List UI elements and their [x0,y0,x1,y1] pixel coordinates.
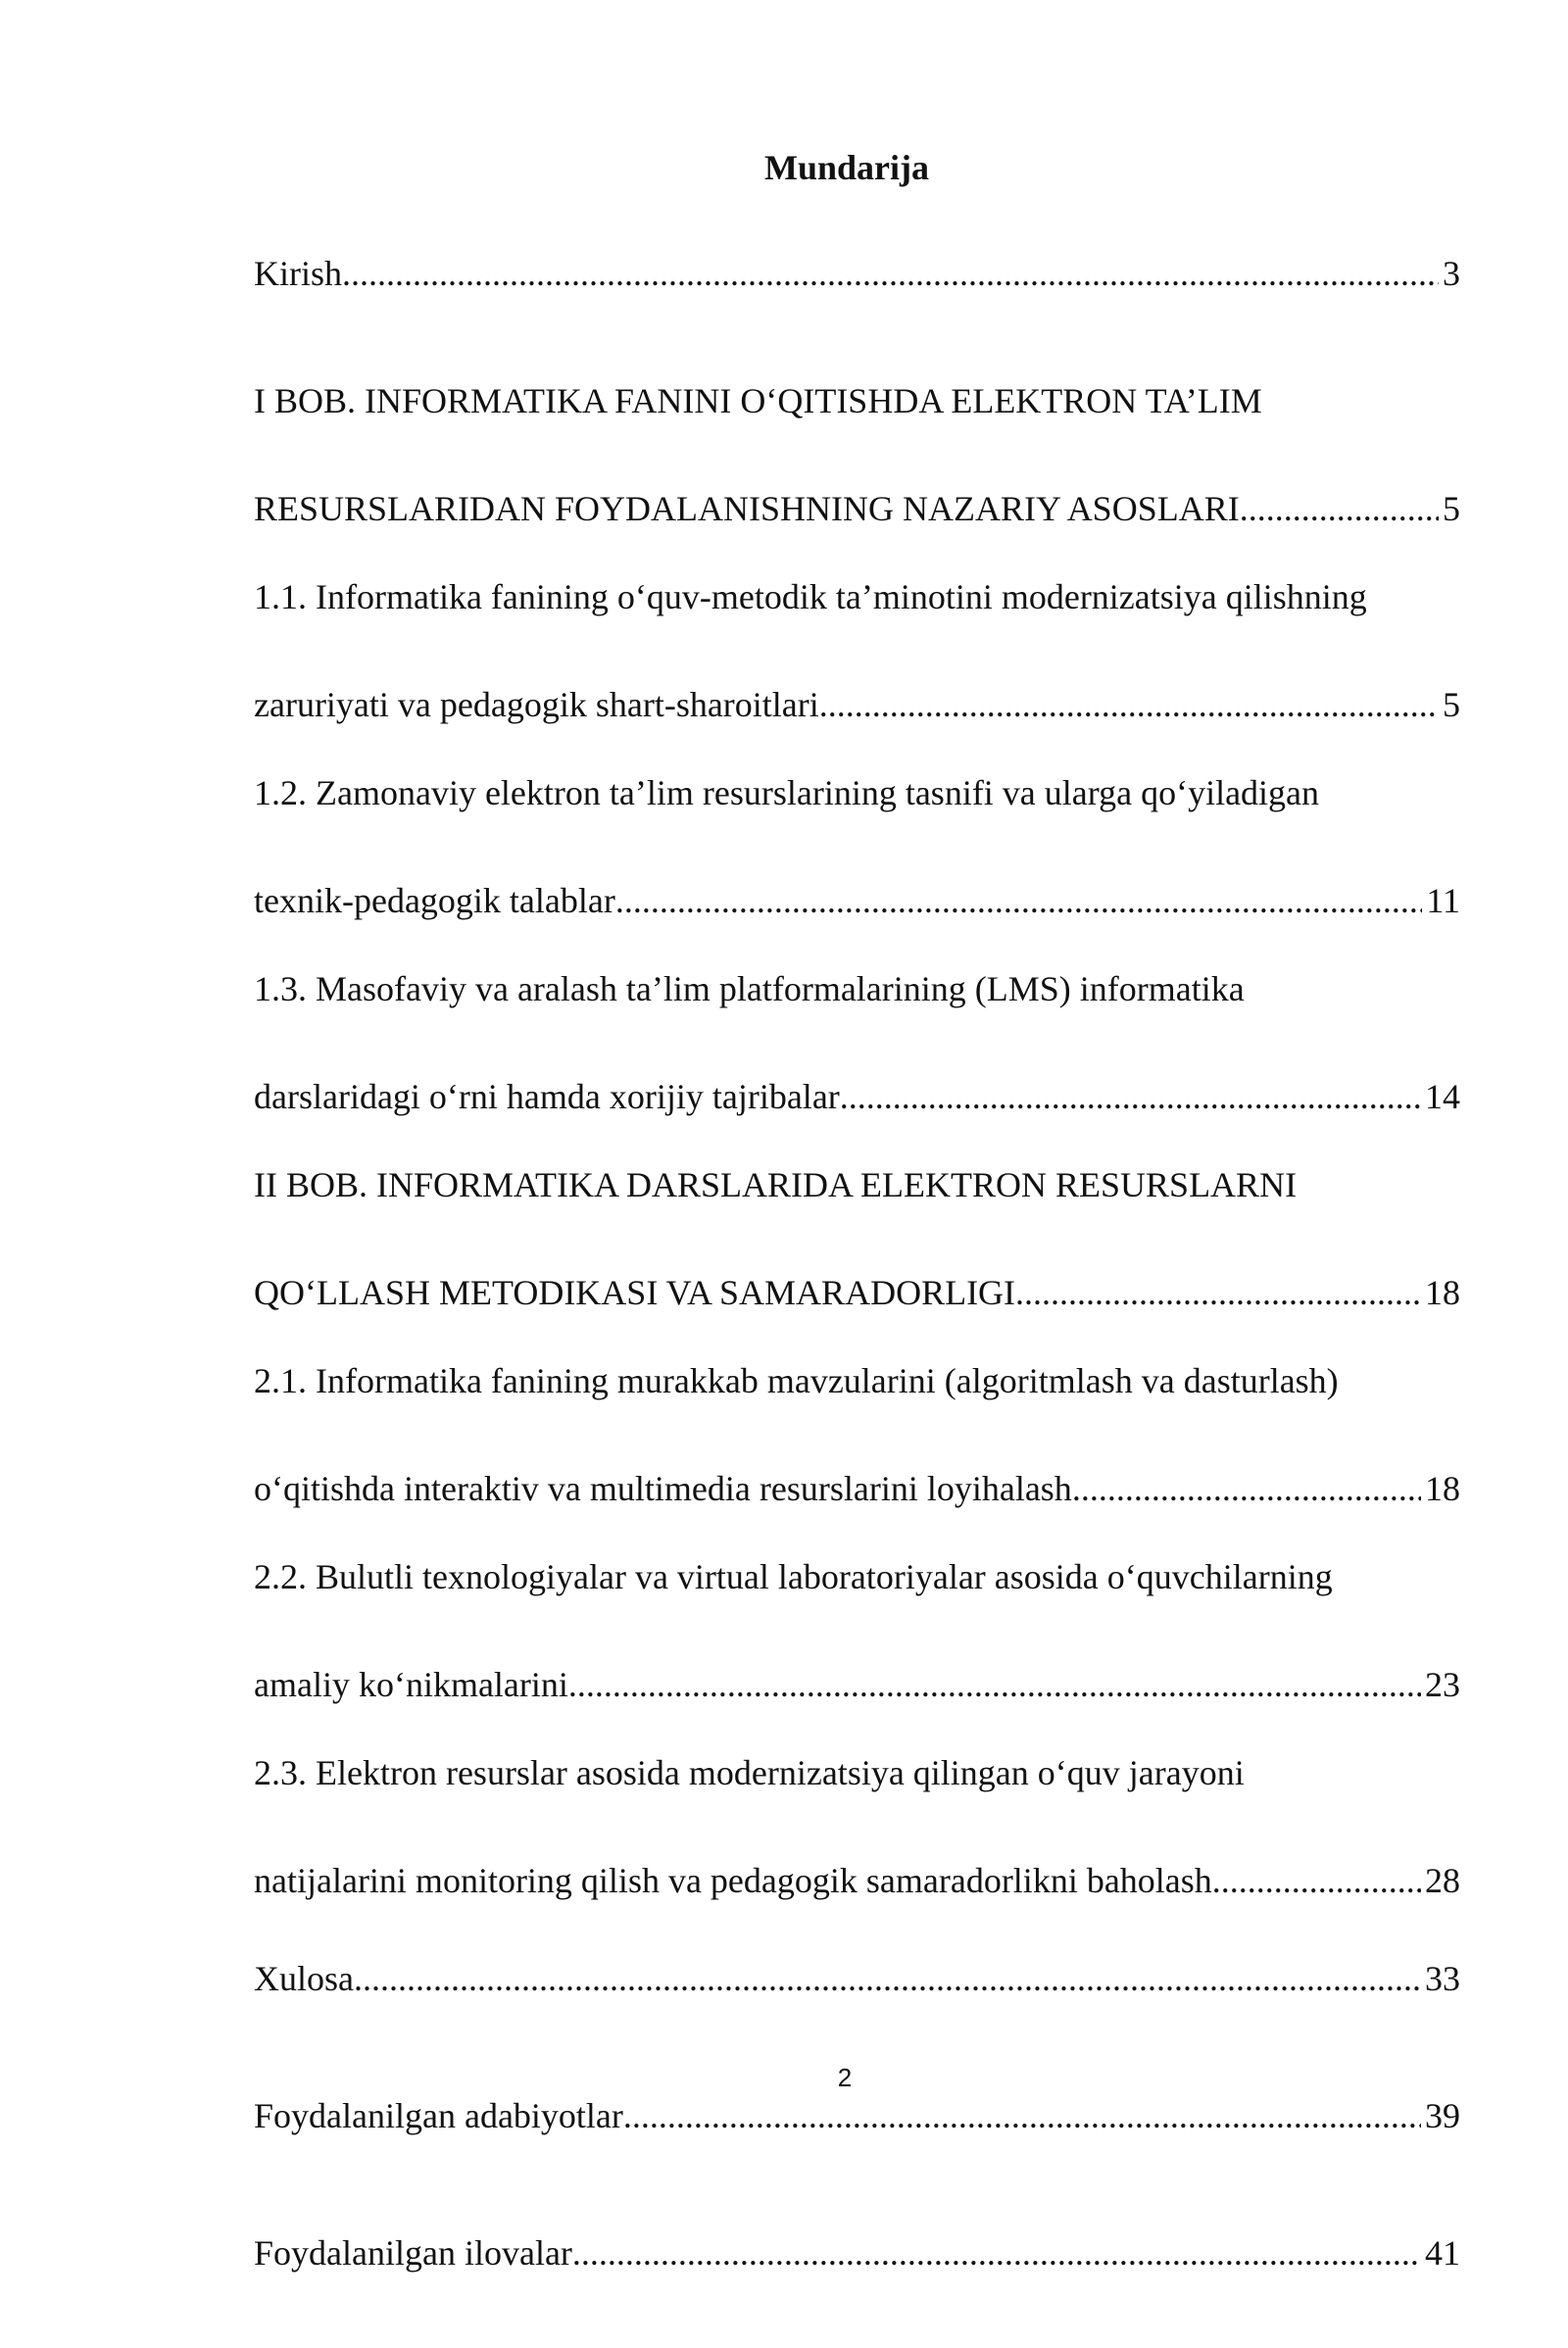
toc-entry-section-2-3 [254,1740,1460,1923]
toc-page-number: 23 [1425,1665,1460,1704]
toc-entry-title-line-1: 2.2. Bulutli texnologiyalar va virtual laboratoriyalar asosida o‘quvchilarning [254,1557,1333,1596]
dot-leader [840,1054,1421,1139]
toc-line [254,1054,1460,1139]
toc-entry-chapter-1 [254,368,1460,551]
toc-page-number: 5 [1443,489,1460,528]
toc-page-number: 14 [1425,1077,1460,1116]
dot-leader [1015,1250,1421,1335]
toc-line [254,1936,1460,2021]
toc-entry-title-line-2: amaliy ko‘nikmalarini [254,1665,568,1704]
toc-entry-section-1-2 [254,760,1460,943]
toc-line [254,662,1460,747]
dot-leader [1212,1838,1421,1923]
toc-page-number: 11 [1426,881,1460,920]
toc-entry-title: Foydalanilgan adabiyotlar [254,2096,623,2135]
toc-entry-title-line-2: zaruriyati va pedagogik shart-sharoitlari [254,685,819,724]
toc-entry-title-line-1: 2.1. Informatika fanining murakkab mavzularini (algoritmlash va dasturlash) [254,1361,1339,1400]
toc-page-number: 33 [1425,1959,1460,1998]
page-number-footer: 2 [837,2063,853,2092]
toc-entry-title-line-1: 1.1. Informatika fanining o‘quv-metodik ta’minotini modernizatsiya qilishning [254,577,1367,616]
toc-line [254,231,1460,316]
toc-entry-ilovalar [254,2211,1460,2295]
page-title: Mundarija [763,148,929,187]
toc-line [254,1642,1460,1727]
toc-entry-title-line-2: QO‘LLASH METODIKASI VA SAMARADORLIGI [254,1273,1016,1312]
toc-entry-title-line-1: 1.3. Masofaviy va aralash ta’lim platformalarining (LMS) informatika [254,969,1245,1008]
toc-entry-xulosa [254,1936,1460,2021]
toc-entry-title-line-2: texnik-pedagogik talablar [254,881,615,920]
dot-leader [1240,466,1439,551]
toc-page-number: 3 [1443,254,1460,293]
dot-leader [1072,1446,1421,1531]
toc-entry-title-line-1: 2.3. Elektron resurslar asosida modernizatsiya qilingan o‘quv jarayoni [254,1753,1245,1792]
toc-entry-title-line-2: RESURSLARIDAN FOYDALANISHNING NAZARIY ASOSLARI [254,489,1240,528]
toc-entry-section-1-3 [254,956,1460,1139]
toc-entry-kirish [254,231,1460,316]
toc-entry-title: Kirish [254,254,342,293]
toc-entry-title-line-1: 1.2. Zamonaviy elektron ta’lim resurslarining tasnifi va ularga qo‘yiladigan [254,773,1320,812]
dot-leader [342,231,1439,316]
toc-entry-title: Foydalanilgan ilovalar [254,2233,572,2273]
toc-line [254,1446,1460,1531]
dot-leader [615,858,1422,943]
toc-entry-title: Xulosa [254,1959,354,1998]
toc-page-number: 5 [1443,685,1460,724]
dot-leader [354,1936,1421,2021]
toc-entry-title-line-1: II BOB. INFORMATIKA DARSLARIDA ELEKTRON RESURSLARNI [254,1165,1298,1204]
toc-line [254,1250,1460,1335]
toc-page-number: 28 [1425,1861,1460,1900]
toc-entry-title-line-2: natijalarini monitoring qilish va pedagogik samaradorlikni baholash [254,1861,1212,1900]
toc-line [254,2211,1460,2295]
toc-page-number: 39 [1425,2096,1460,2135]
toc-line [254,1838,1460,1923]
dot-leader [568,1642,1421,1727]
toc-line [254,466,1460,551]
toc-page-number: 18 [1425,1273,1460,1312]
dot-leader [572,2211,1421,2295]
dot-leader [819,662,1439,747]
toc-entry-title-line-1: I BOB. INFORMATIKA FANINI O‘QITISHDA ELEKTRON TA’LIM [254,381,1262,420]
toc-line [254,858,1460,943]
toc-page-number: 18 [1425,1469,1460,1508]
toc-entry-title-line-2: darslaridagi o‘rni hamda xorijiy tajribalar [254,1077,840,1116]
toc-page-number: 41 [1425,2233,1460,2273]
toc-entry-chapter-2 [254,1152,1460,1335]
toc-entry-section-2-2 [254,1544,1460,1727]
table-of-contents [254,231,1460,2348]
toc-entry-section-1-1 [254,564,1460,747]
toc-entry-section-2-1 [254,1348,1460,1531]
toc-entry-title-line-2: o‘qitishda interaktiv va multimedia resurslarini loyihalash [254,1469,1072,1508]
